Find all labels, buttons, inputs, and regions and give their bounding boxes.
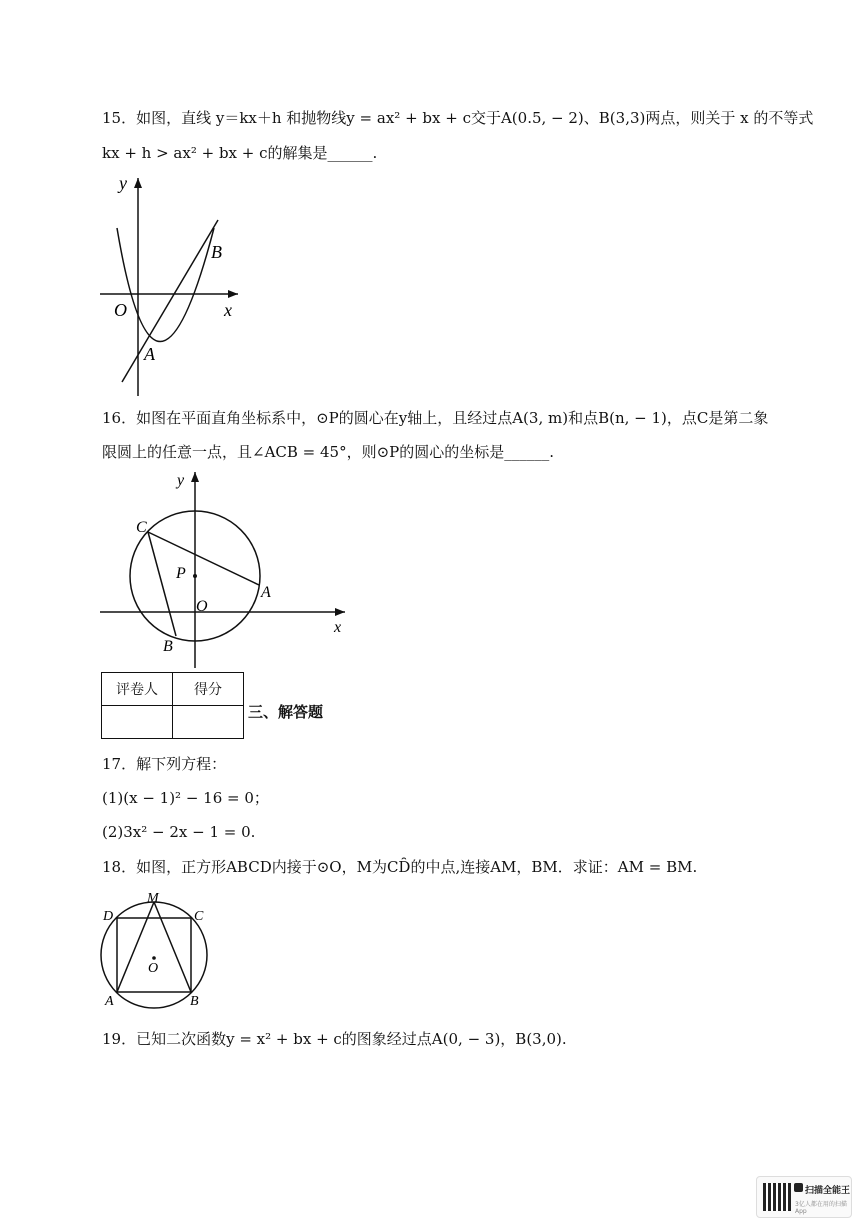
score-table [101, 672, 244, 739]
q16-label-y: y [177, 472, 185, 489]
score-cell-grader [102, 706, 173, 739]
q15-label-y: y [119, 173, 127, 193]
q17-part2: (2)3x² − 2x − 1 = 0. [102, 823, 256, 841]
qr-code-icon [763, 1183, 791, 1211]
q15-label-a: A [144, 344, 155, 364]
q16-line1: 16．如图在平面直角坐标系中，⊙P的圆心在y轴上，且经过点A(3, m)和点B(n, − 1)，点C是第二象 [102, 409, 769, 427]
q18-label-b: B [190, 994, 199, 1009]
section-heading: 三、解答题 [248, 703, 324, 721]
q15-figure [95, 172, 255, 400]
q18-label-o: O [148, 961, 159, 976]
q16-label-b: B [163, 638, 173, 655]
q15-label-o: O [114, 300, 127, 320]
q16-label-o: O [196, 598, 208, 615]
q15-line2: kx + h > ax² + bx + c的解集是______. [102, 144, 378, 162]
q18-label-d: D [103, 909, 114, 924]
score-header-grader: 评卷人 [102, 673, 173, 706]
watermark-subtitle: 3亿人都在用的扫描App [795, 1201, 847, 1215]
q16-line2: 限圆上的任意一点，且∠ACB = 45°，则⊙P的圆心的坐标是______. [102, 443, 555, 461]
q17-part1: (1)(x − 1)² − 16 = 0； [102, 789, 269, 807]
watermark-title: 扫描全能王 [805, 1186, 851, 1196]
q18-line1: 18．如图，正方形ABCD内接于⊙O，M为CD̑的中点,连接AM，BM．求证：AM = BM. [102, 858, 698, 876]
q17-title: 17．解下列方程： [102, 755, 227, 773]
q18-figure [95, 888, 220, 1010]
q18-label-m: M [147, 891, 159, 906]
score-header-score: 得分 [173, 673, 244, 706]
q15-label-b: B [211, 242, 222, 262]
q19-line1: 19．已知二次函数y = x² + bx + c的图象经过点A(0, − 3)，B(3,0). [102, 1030, 567, 1048]
scanner-watermark [756, 1176, 852, 1218]
score-cell-score [173, 706, 244, 739]
q15-label-x: x [224, 300, 232, 320]
camscanner-logo-icon [794, 1183, 803, 1192]
q16-label-p: P [176, 565, 186, 582]
q16-label-a: A [261, 584, 271, 601]
q15-line1: 15．如图，直线 y＝kx＋h 和抛物线y = ax² + bx + c交于A(0.5, − 2)、B(3,3)两点，则关于 x 的不等式 [102, 109, 814, 127]
q16-figure [95, 465, 355, 670]
q18-label-a: A [105, 994, 114, 1009]
q16-label-x: x [334, 619, 342, 636]
q16-label-c: C [136, 519, 147, 536]
q18-label-c: C [194, 909, 204, 924]
